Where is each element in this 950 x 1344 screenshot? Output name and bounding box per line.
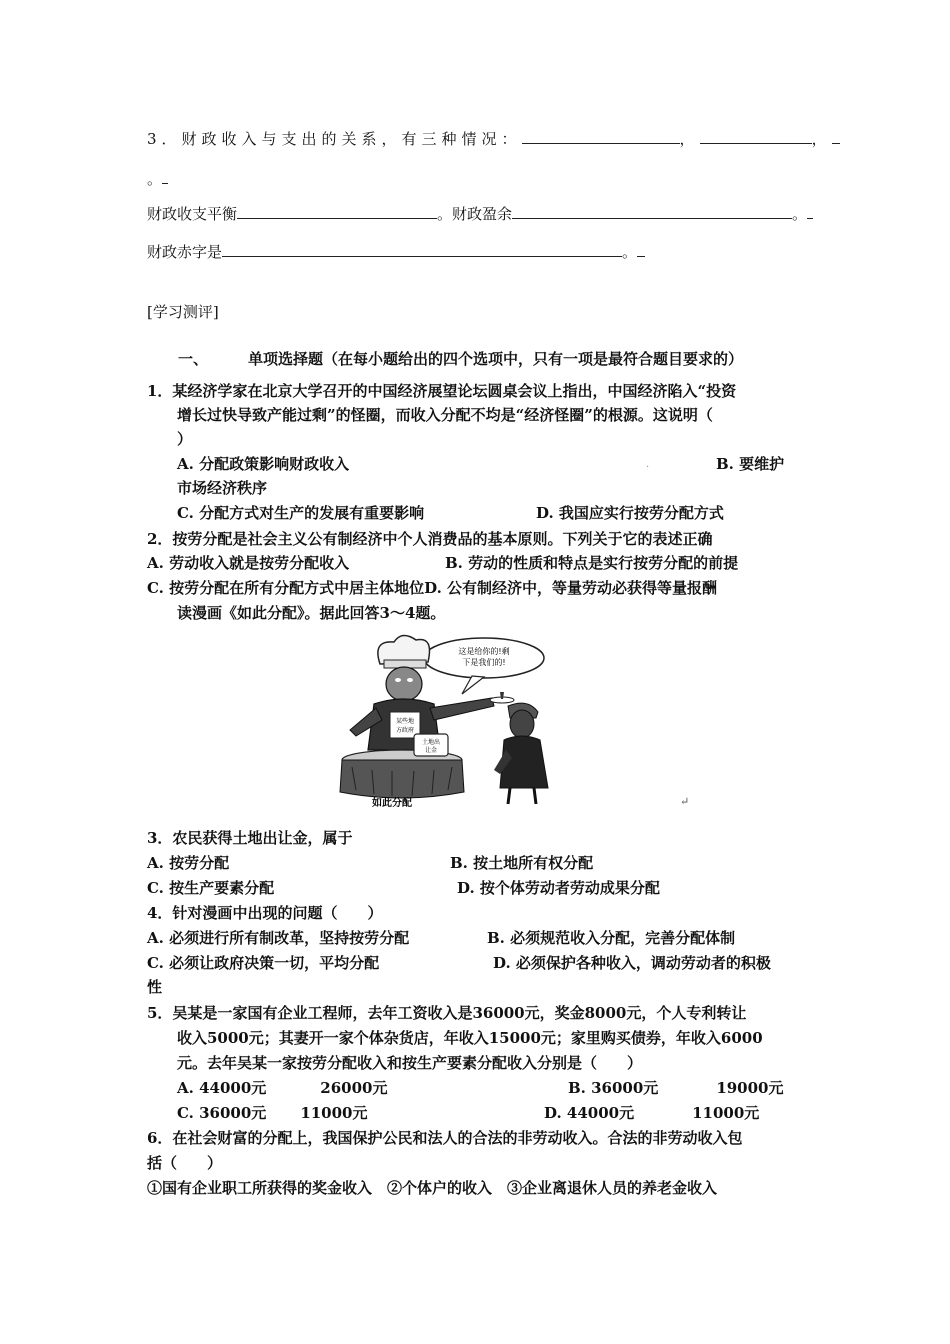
q5-option-d[interactable]: D. 44000元 11000元	[544, 1104, 760, 1122]
svg-text:方政府: 方政府	[395, 727, 415, 734]
blank-balance[interactable]	[237, 203, 437, 219]
surplus-label: 。财政盈余	[437, 205, 513, 223]
q4-option-d-cont: 性	[147, 978, 163, 996]
q1-option-a[interactable]: A. 分配政策影响财政收入	[177, 455, 350, 473]
q1-line3: ）	[177, 430, 193, 448]
svg-text:让金: 让金	[424, 747, 438, 754]
comma: ，	[679, 130, 700, 148]
q5-option-a[interactable]: A. 44000元 26000元	[177, 1079, 388, 1097]
cartoon-image	[322, 632, 552, 810]
blank-1[interactable]	[522, 128, 680, 144]
q2-option-cd[interactable]: C. 按劳分配在所有分配方式中居主体地位D. 公有制经济中，等量劳动必获得等量报酬	[147, 579, 718, 597]
bubble-text: 这是给你的!剩	[458, 647, 510, 656]
balance-label: 财政收支平衡	[147, 205, 238, 223]
q4-option-a[interactable]: A. 必须进行所有制改革，坚持按劳分配	[147, 929, 410, 947]
q6-items: ①国有企业职工所获得的奖金收入 ②个体户的收入 ③企业离退休人员的养老金收入	[147, 1179, 718, 1197]
q3-line1: 3．农民获得土地出让金，属于	[147, 829, 353, 847]
blank-surplus[interactable]	[512, 203, 792, 219]
q5-option-c[interactable]: C. 36000元 11000元	[177, 1104, 368, 1122]
period: 。	[147, 170, 163, 188]
q2-option-a[interactable]: A. 劳动收入就是按劳分配收入	[147, 554, 350, 572]
q1-option-c[interactable]: C. 分配方式对生产的发展有重要影响	[177, 504, 425, 522]
blank-2[interactable]	[700, 128, 812, 144]
blank-4[interactable]	[162, 168, 168, 184]
comma: ，	[811, 130, 832, 148]
q5-line1: 5．吴某是一家国有企业工程师，去年工资收入是36000元，奖金8000元，个人专利转让	[147, 1004, 747, 1022]
q1-option-b[interactable]: B. 要维护	[716, 455, 785, 473]
q5-line2: 收入5000元；其妻开一家个体杂货店，年收入15000元；家里购买债券，年收入6000	[177, 1029, 763, 1047]
period-line	[147, 168, 168, 189]
q5-option-b[interactable]: B. 36000元 19000元	[568, 1079, 784, 1097]
deficit-label: 财政赤字是	[147, 243, 223, 261]
q1-line2: 增长过快导致产能过剩”的怪圈，而收入分配不均是“经济怪圈”的根源。这说明（	[177, 406, 713, 424]
section-title: [学习测评]	[147, 303, 219, 321]
svg-text:下是我们的!: 下是我们的!	[462, 658, 506, 667]
q5-line3: 元。去年吴某一家按劳分配收入和按生产要素分配收入分别是（ ）	[177, 1054, 643, 1072]
q3-intro-line	[147, 128, 840, 149]
q3-intro-text: 3．财政收入与支出的关系，有三种情况：	[147, 130, 522, 148]
q2-option-b[interactable]: B. 劳动的性质和特点是实行按劳分配的前提	[445, 554, 739, 572]
blank-deficit[interactable]	[222, 241, 622, 257]
q4-option-b[interactable]: B. 必须规范收入分配，完善分配体制	[487, 929, 736, 947]
q3-option-c[interactable]: C. 按生产要素分配	[147, 879, 275, 897]
q1-option-d[interactable]: D. 我国应实行按劳分配方式	[536, 504, 724, 522]
return-mark-icon: ↵	[680, 795, 690, 808]
q1-option-b-cont: 市场经济秩序	[177, 479, 268, 497]
stray-mark: .	[646, 459, 650, 470]
q6-line2: 括（ ）	[147, 1154, 223, 1172]
blank-3[interactable]	[832, 128, 840, 144]
blank-tail[interactable]	[807, 203, 813, 219]
part-one-heading	[178, 349, 743, 369]
q3-option-d[interactable]: D. 按个体劳动者劳动成果分配	[457, 879, 660, 897]
q3-option-b[interactable]: B. 按土地所有权分配	[450, 854, 594, 872]
balance-line	[147, 203, 813, 224]
q4-line1: 4．针对漫画中出现的问题（ ）	[147, 904, 383, 922]
period: 。	[622, 243, 638, 261]
period: 。	[792, 205, 808, 223]
q4-option-d[interactable]: D. 必须保护各种收入，调动劳动者的积极	[493, 954, 771, 972]
cartoon-caption: 如此分配	[372, 798, 412, 809]
part-number: 一、	[178, 350, 209, 368]
q2-line1: 2．按劳分配是社会主义公有制经济中个人消费品的基本原则。下列关于它的表述正确	[147, 530, 713, 548]
blank-deficit-tail[interactable]	[637, 241, 645, 257]
part-title: 单项选择题（在每小题给出的四个选项中，只有一项是最符合题目要求的）	[248, 350, 744, 368]
q1-line1: 1．某经济学家在北京大学召开的中国经济展望论坛圆桌会议上指出，中国经济陷入“投资	[147, 382, 737, 400]
reading-prompt: 读漫画《如此分配》。据此回答3～4题。	[177, 604, 446, 622]
apron-label: 某些地	[395, 718, 415, 725]
cake-label: 土地出	[421, 739, 441, 746]
q4-option-c[interactable]: C. 必须让政府决策一切，平均分配	[147, 954, 380, 972]
q6-line1: 6．在社会财富的分配上，我国保护公民和法人的合法的非劳动收入。合法的非劳动收入包	[147, 1129, 743, 1147]
q3-option-a[interactable]: A. 按劳分配	[147, 854, 230, 872]
deficit-line	[147, 241, 645, 262]
